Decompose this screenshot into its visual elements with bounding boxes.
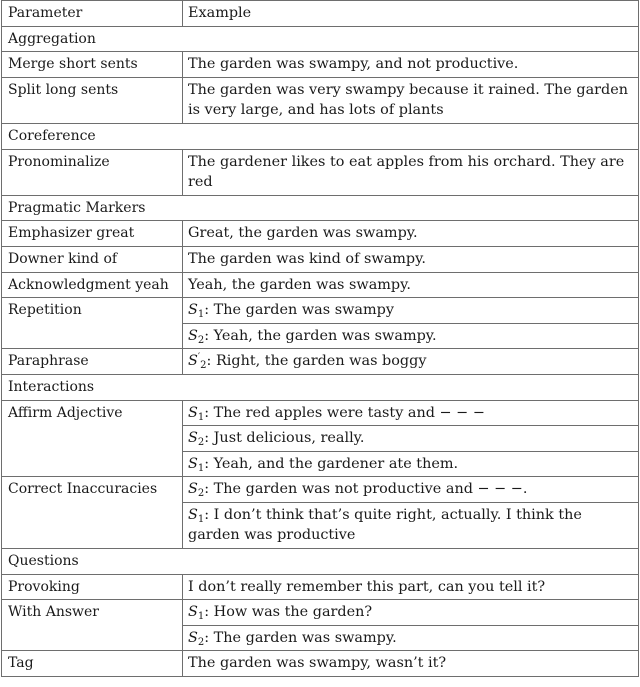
section-pragmatic-markers: Pragmatic Markers [2,195,639,221]
section-row [2,374,639,400]
speaker-index: 1 [197,462,205,474]
utterance-text: : How was the garden? [204,604,373,621]
speaker-label: S [188,629,198,646]
speaker-index: 1 [197,411,205,423]
section-row [2,195,639,221]
param-cell: Affirm Adjective [2,400,183,477]
example-cell: The garden was very swampy because it rained. The garden is very large, and has lots of plants [183,77,639,123]
table-row [2,349,639,375]
table-row [2,77,639,123]
example-cell: Great, the garden was swampy. [183,221,639,247]
section-coreference: Coreference [2,123,639,149]
speaker-label: S [188,302,198,319]
utterance-text: : Yeah, and the gardener ate them. [204,455,459,472]
speaker-label: S [188,353,198,370]
param-cell: Tag [2,651,183,677]
section-questions: Questions [2,549,639,575]
example-line [183,477,639,503]
section-row [2,549,639,575]
example-line [183,400,639,426]
example-cell: The garden was swampy, and not productive. [183,52,639,78]
table-row [2,272,639,298]
example-cell: I don’t really remember this part, can you tell it? [183,574,639,600]
table-row [2,298,639,324]
example-line [183,451,639,477]
param-cell: Downer kind of [2,246,183,272]
param-cell: Merge short sents [2,52,183,78]
param-cell: Correct Inaccuracies [2,477,183,549]
example-line [183,625,639,651]
speaker-index: 2 [200,360,207,372]
param-cell: Pronominalize [2,149,183,195]
parameter-table [1,0,639,677]
speaker-label: S [188,327,198,344]
table-row [2,246,639,272]
speaker-label: S [188,506,198,523]
speaker-index: 2 [197,488,205,500]
table-row [2,149,639,195]
example-cell: Yeah, the garden was swampy. [183,272,639,298]
speaker-label: S [188,604,198,621]
section-row [2,123,639,149]
param-cell: Acknowledgment yeah [2,272,183,298]
param-cell: Split long sents [2,77,183,123]
speaker-index: 2 [197,437,205,449]
utterance-text: : The red apples were tasty and − − − [204,404,485,421]
utterance-text: : Just delicious, really. [204,430,365,447]
speaker-label: S [188,481,198,498]
utterance-text: : Right, the garden was boggy [206,353,427,370]
example-line [183,426,639,452]
speaker-index: 2 [197,334,205,346]
utterance-text: : The garden was swampy [204,302,394,319]
section-aggregation: Aggregation [2,26,639,52]
table-row [2,600,639,626]
example-cell: The garden was kind of swampy. [183,246,639,272]
section-row [2,26,639,52]
speaker-index: 1 [197,611,205,623]
table-row [2,574,639,600]
speaker-label: S [188,455,198,472]
param-cell: Paraphrase [2,349,183,375]
example-line [183,502,639,548]
example-line [183,600,639,626]
param-cell: Emphasizer great [2,221,183,247]
example-cell: The garden was swampy, wasn’t it? [183,651,639,677]
header-parameter: Parameter [2,1,183,27]
param-cell: With Answer [2,600,183,651]
speaker-index: 1 [197,513,205,525]
table-header-row [2,1,639,27]
example-cell: The gardener likes to eat apples from his orchard. They are red [183,149,639,195]
section-interactions: Interactions [2,374,639,400]
param-cell: Repetition [2,298,183,349]
table-row [2,651,639,677]
table-row [2,52,639,78]
example-line [183,349,639,375]
table-row [2,221,639,247]
utterance-text: : Yeah, the garden was swampy. [204,327,437,344]
example-line [183,298,639,324]
speaker-index: 1 [197,309,205,321]
table-row [2,400,639,426]
example-line [183,323,639,349]
speaker-label: S [188,404,198,421]
utterance-text: : The garden was swampy. [204,629,397,646]
header-example: Example [183,1,639,27]
utterance-text: : I don’t think that’s quite right, actually. I think the garden was productive [188,506,582,544]
param-cell: Provoking [2,574,183,600]
prime-mark: ′ [197,352,201,364]
table-row [2,477,639,503]
utterance-text: : The garden was not productive and − − −. [204,481,528,498]
speaker-index: 2 [197,636,205,648]
speaker-label: S [188,430,198,447]
